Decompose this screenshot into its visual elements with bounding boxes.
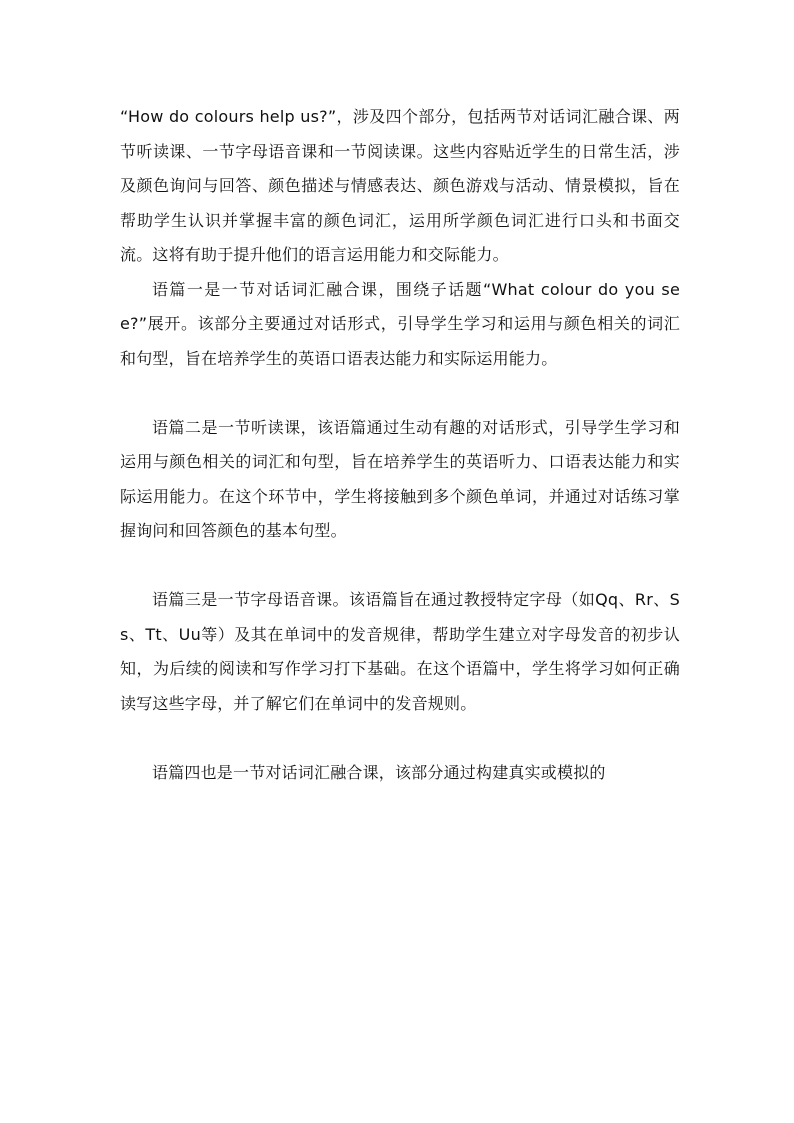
paragraph-text-2: 语篇二是一节听读课，该语篇通过生动有趣的对话形式，引导学生学习和运用与颜色相关的词汇和句型，旨在培养学生的英语听力、口语表达能力和实际运用能力。在这个环节中，学生将接触到多个颜色单词，并通过对话练习掌握询问和回答颜色的基本句型。	[120, 417, 680, 540]
document-body	[120, 100, 680, 790]
paragraph-text-3: 语篇三是一节字母语音课。该语篇旨在通过教授特定字母（如Qq、Rr、Ss、Tt、Uu等）及其在单词中的发音规律，帮助学生建立对字母发音的初步认知，为后续的阅读和写作学习打下基础。在这个语篇中，学生将学习如何正确读写这些字母，并了解它们在单词中的发音规则。	[120, 590, 680, 713]
paragraph-text-4: 语篇四也是一节对话词汇融合课，该部分通过构建真实或模拟的	[152, 762, 606, 782]
paragraph-text-1: 语篇一是一节对话词汇融合课，围绕子话题“What colour do you see?”展开。该部分主要通过对话形式，引导学生学习和运用与颜色相关的词汇和句型，旨在培养学生的英语口语表达能力和实际运用能力。	[120, 279, 680, 368]
paragraph-intro: “How do colours help us?”，涉及四个部分，包括两节对话词汇融合课、两节听读课、一节字母语音课和一节阅读课。这些内容贴近学生的日常生活，涉及颜色询问与回答、颜色描述与情感表达、颜色游戏与活动、情景模拟，旨在帮助学生认识并掌握丰富的颜色词汇，运用所学颜色词汇进行口头和书面交流。这将有助于提升他们的语言运用能力和交际能力。	[120, 107, 680, 264]
